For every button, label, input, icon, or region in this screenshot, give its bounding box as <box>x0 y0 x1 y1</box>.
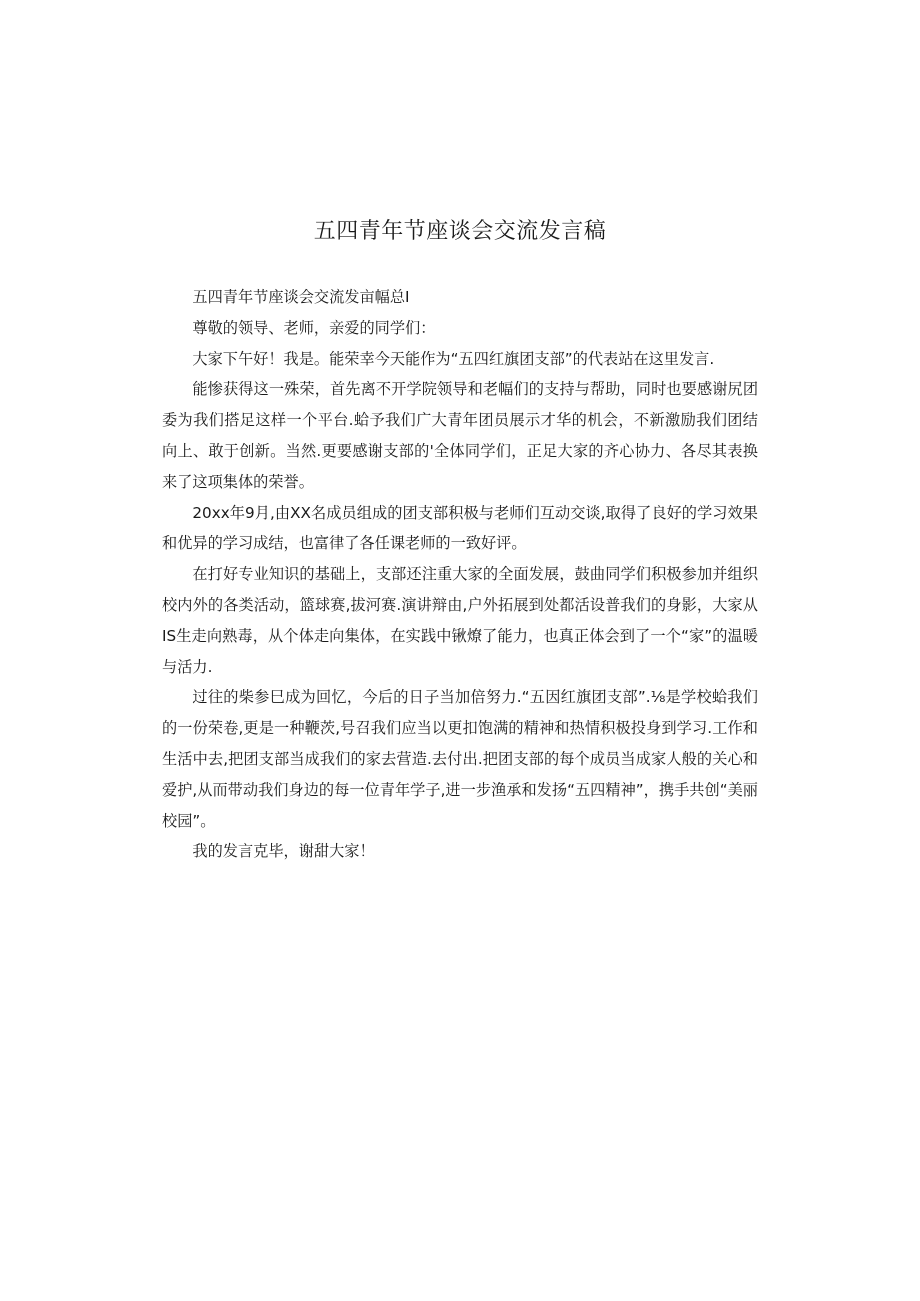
paragraph-greeting: 大家下午好！我是。能荣幸今天能作为“五四红旗团支部”的代表站在这里发言. <box>192 349 715 368</box>
document-body <box>162 282 758 867</box>
paragraph-subtitle: 五四青年节座谈会交流发亩幅总I <box>192 288 410 306</box>
paragraph-history: 20xx年9月,由XX名成员组成的团支部积极与老师们互动交谈,取得了良好的学习效果和优异的学习成结，也富律了各任课老师的一致好评。 <box>162 503 758 553</box>
paragraph-salutation: 尊敬的领导、老师，亲爱的同学们： <box>192 318 436 337</box>
paragraph-activities: 在打好专业知识的基础上，支部还注重大家的全面发展，鼓曲同学们积极参加并组织校内外的各类活动，篮球赛,拔河赛.演讲辩由,户外拓展到处都活设普我们的身影，大家从IS生走向熟毒，从个体走向集体，在实践中锹燎了能力，也真正体会到了一个“家”的温暖与活力. <box>162 565 758 676</box>
paragraph-thanks: 能惨获得这一殊荣，首先离不开学院领导和老幅们的支持与帮助，同时也要感谢尻团委为我们搭足这样一个平台.蛤予我们广大青年团员展示才华的机会，不新激励我们团结向上、敢于创新。当然.更要感谢支部的'全体同学们，正足大家的齐心协力、各尽其表换来了这项集体的荣誉。 <box>162 380 758 491</box>
document-title: 五四青年节座谈会交流发言稿 <box>313 219 607 244</box>
paragraph-closing: 我的发言克毕，谢甜大家！ <box>192 842 375 861</box>
paragraph-future: 过往的柴参巳成为回忆，今后的日子当加倍努力.“五因红旗团支部”.⅛是学校蛤我们的一份荣卷,更是一种鞭茨,号召我们应当以更扣饱满的精神和热情积极投身到学习.工作和生活中去,把团支部当成我们的家去营造.去付出.把团支部的每个成员当成家人般的关心和爱护,从而带动我们身边的每一位青年学子,进一步渔承和发扬“五四精神”，携手共创“美丽校园”。 <box>162 688 758 830</box>
